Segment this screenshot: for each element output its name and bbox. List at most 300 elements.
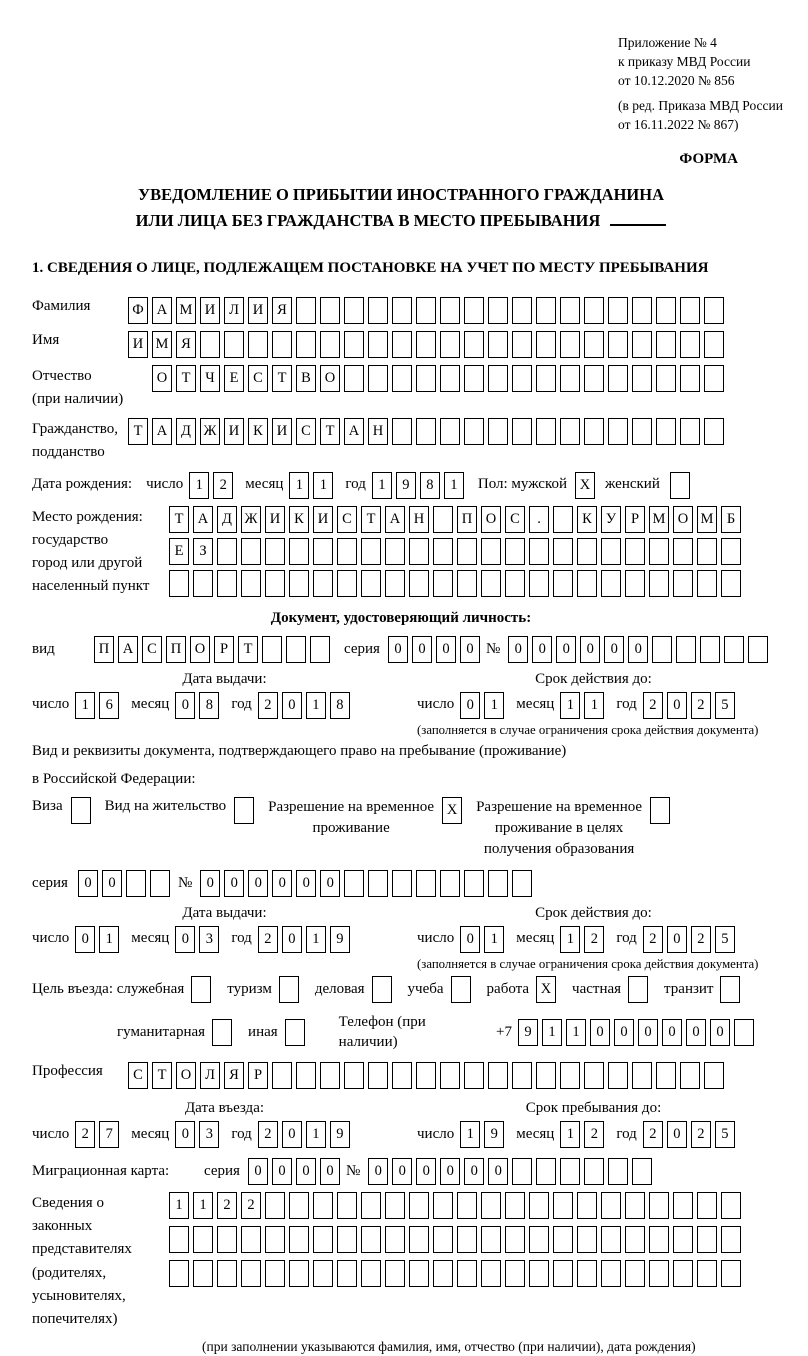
- form-cell[interactable]: Т: [272, 365, 292, 392]
- form-cell[interactable]: 1: [75, 692, 95, 719]
- form-cell[interactable]: [392, 418, 412, 445]
- purpose-study-checkbox[interactable]: [451, 976, 475, 1003]
- issue-year-field[interactable]: [258, 926, 354, 953]
- form-cell[interactable]: [505, 1192, 525, 1219]
- purpose-official-checkbox[interactable]: [191, 976, 215, 1003]
- form-cell[interactable]: 1: [560, 692, 580, 719]
- form-cell[interactable]: 0: [320, 870, 340, 897]
- form-cell[interactable]: [320, 297, 340, 324]
- valid-month-field[interactable]: [560, 926, 608, 953]
- entry-year-field[interactable]: [258, 1121, 354, 1148]
- migration-series-field[interactable]: [248, 1158, 344, 1185]
- form-cell[interactable]: 3: [199, 1121, 219, 1148]
- form-cell[interactable]: 0: [508, 636, 528, 663]
- form-cell[interactable]: Ж: [200, 418, 220, 445]
- form-cell[interactable]: 0: [388, 636, 408, 663]
- form-cell[interactable]: 1: [460, 1121, 480, 1148]
- form-cell[interactable]: 2: [258, 1121, 278, 1148]
- form-cell[interactable]: [320, 331, 340, 358]
- form-cell[interactable]: [150, 870, 170, 897]
- form-cell[interactable]: В: [296, 365, 316, 392]
- form-cell[interactable]: [248, 331, 268, 358]
- form-cell[interactable]: У: [601, 506, 621, 533]
- form-cell[interactable]: С: [337, 506, 357, 533]
- form-cell[interactable]: Т: [361, 506, 381, 533]
- issue-month-field[interactable]: [175, 926, 223, 953]
- form-cell[interactable]: [536, 331, 556, 358]
- form-cell[interactable]: 0: [175, 692, 195, 719]
- form-cell[interactable]: [650, 797, 670, 824]
- citizenship-field[interactable]: [128, 418, 728, 445]
- form-cell[interactable]: 2: [691, 1121, 711, 1148]
- form-cell[interactable]: 0: [175, 926, 195, 953]
- form-cell[interactable]: Т: [128, 418, 148, 445]
- form-cell[interactable]: [409, 1260, 429, 1287]
- form-cell[interactable]: 0: [224, 870, 244, 897]
- form-cell[interactable]: Ч: [200, 365, 220, 392]
- form-cell[interactable]: Я: [176, 331, 196, 358]
- valid-year-field[interactable]: [643, 692, 739, 719]
- form-cell[interactable]: [433, 1192, 453, 1219]
- form-cell[interactable]: Т: [238, 636, 258, 663]
- form-cell[interactable]: [656, 297, 676, 324]
- form-cell[interactable]: [601, 570, 621, 597]
- birthplace-line3-field[interactable]: [169, 570, 745, 597]
- form-cell[interactable]: К: [289, 506, 309, 533]
- form-cell[interactable]: [361, 538, 381, 565]
- form-cell[interactable]: 0: [710, 1019, 730, 1046]
- form-cell[interactable]: [217, 1260, 237, 1287]
- form-cell[interactable]: [361, 1226, 381, 1253]
- form-cell[interactable]: 9: [518, 1019, 538, 1046]
- form-cell[interactable]: [649, 570, 669, 597]
- form-cell[interactable]: [392, 297, 412, 324]
- issue-day-field[interactable]: [75, 926, 123, 953]
- form-cell[interactable]: [632, 331, 652, 358]
- form-cell[interactable]: [505, 1226, 525, 1253]
- form-cell[interactable]: Я: [224, 1062, 244, 1089]
- form-cell[interactable]: 0: [416, 1158, 436, 1185]
- form-cell[interactable]: 0: [75, 926, 95, 953]
- form-cell[interactable]: 3: [199, 926, 219, 953]
- issue-month-field[interactable]: [175, 692, 223, 719]
- form-cell[interactable]: [126, 870, 146, 897]
- migration-number-field[interactable]: [368, 1158, 656, 1185]
- form-cell[interactable]: [392, 331, 412, 358]
- form-cell[interactable]: О: [673, 506, 693, 533]
- form-cell[interactable]: [673, 1260, 693, 1287]
- form-cell[interactable]: И: [248, 297, 268, 324]
- form-cell[interactable]: [392, 365, 412, 392]
- representatives-line3-field[interactable]: [169, 1260, 745, 1287]
- form-cell[interactable]: [608, 297, 628, 324]
- form-cell[interactable]: [385, 1226, 405, 1253]
- form-cell[interactable]: Р: [248, 1062, 268, 1089]
- form-cell[interactable]: 2: [584, 1121, 604, 1148]
- form-cell[interactable]: [217, 1226, 237, 1253]
- form-cell[interactable]: [289, 1226, 309, 1253]
- form-cell[interactable]: 1: [306, 926, 326, 953]
- form-cell[interactable]: Е: [224, 365, 244, 392]
- purpose-private-checkbox[interactable]: [628, 976, 652, 1003]
- form-cell[interactable]: [368, 1062, 388, 1089]
- form-cell[interactable]: А: [344, 418, 364, 445]
- form-cell[interactable]: [608, 331, 628, 358]
- form-cell[interactable]: [217, 538, 237, 565]
- form-cell[interactable]: [433, 506, 453, 533]
- form-cell[interactable]: [71, 797, 91, 824]
- form-cell[interactable]: [409, 538, 429, 565]
- form-cell[interactable]: [368, 331, 388, 358]
- form-cell[interactable]: [673, 538, 693, 565]
- form-cell[interactable]: [656, 418, 676, 445]
- form-cell[interactable]: [577, 1192, 597, 1219]
- form-cell[interactable]: Е: [169, 538, 189, 565]
- form-cell[interactable]: Б: [721, 506, 741, 533]
- form-cell[interactable]: 2: [241, 1192, 261, 1219]
- form-cell[interactable]: [697, 1226, 717, 1253]
- form-cell[interactable]: [680, 418, 700, 445]
- form-cell[interactable]: [313, 570, 333, 597]
- form-cell[interactable]: [289, 1260, 309, 1287]
- form-cell[interactable]: 9: [396, 472, 416, 499]
- form-cell[interactable]: Ж: [241, 506, 261, 533]
- form-cell[interactable]: А: [152, 418, 172, 445]
- issue-day-field[interactable]: [75, 692, 123, 719]
- form-cell[interactable]: [433, 1226, 453, 1253]
- form-cell[interactable]: [512, 870, 532, 897]
- form-cell[interactable]: [457, 570, 477, 597]
- form-cell[interactable]: [673, 570, 693, 597]
- temp-permit-checkbox[interactable]: [442, 797, 466, 824]
- form-cell[interactable]: 0: [667, 1121, 687, 1148]
- form-cell[interactable]: [416, 297, 436, 324]
- form-cell[interactable]: М: [697, 506, 717, 533]
- form-cell[interactable]: [337, 570, 357, 597]
- form-cell[interactable]: [721, 1192, 741, 1219]
- form-cell[interactable]: [234, 797, 254, 824]
- form-cell[interactable]: [704, 1062, 724, 1089]
- birthplace-line2-field[interactable]: [169, 538, 745, 565]
- form-cell[interactable]: 1: [306, 1121, 326, 1148]
- form-cell[interactable]: [457, 538, 477, 565]
- edu-permit-checkbox[interactable]: [650, 797, 674, 824]
- form-cell[interactable]: Р: [214, 636, 234, 663]
- form-cell[interactable]: [649, 1260, 669, 1287]
- form-cell[interactable]: [169, 570, 189, 597]
- form-cell[interactable]: [721, 570, 741, 597]
- form-cell[interactable]: 0: [296, 870, 316, 897]
- form-cell[interactable]: [553, 506, 573, 533]
- form-cell[interactable]: [697, 538, 717, 565]
- form-cell[interactable]: М: [152, 331, 172, 358]
- doc-type-field[interactable]: [94, 636, 334, 663]
- form-cell[interactable]: [296, 297, 316, 324]
- form-cell[interactable]: Д: [217, 506, 237, 533]
- form-cell[interactable]: 0: [604, 636, 624, 663]
- form-cell[interactable]: [721, 1226, 741, 1253]
- stay-year-field[interactable]: [643, 1121, 739, 1148]
- form-cell[interactable]: [697, 1192, 717, 1219]
- representatives-line2-field[interactable]: [169, 1226, 745, 1253]
- form-cell[interactable]: [628, 976, 648, 1003]
- form-cell[interactable]: [385, 1192, 405, 1219]
- form-cell[interactable]: 0: [320, 1158, 340, 1185]
- form-cell[interactable]: П: [166, 636, 186, 663]
- form-cell[interactable]: 0: [200, 870, 220, 897]
- form-cell[interactable]: Л: [224, 297, 244, 324]
- form-cell[interactable]: [361, 570, 381, 597]
- form-cell[interactable]: [625, 1260, 645, 1287]
- form-cell[interactable]: 0: [460, 926, 480, 953]
- form-cell[interactable]: [409, 570, 429, 597]
- form-cell[interactable]: Т: [152, 1062, 172, 1089]
- form-cell[interactable]: 5: [715, 692, 735, 719]
- form-cell[interactable]: О: [481, 506, 501, 533]
- form-cell[interactable]: 0: [282, 1121, 302, 1148]
- form-cell[interactable]: 0: [78, 870, 98, 897]
- form-cell[interactable]: [457, 1192, 477, 1219]
- form-cell[interactable]: [289, 570, 309, 597]
- form-cell[interactable]: [670, 472, 690, 499]
- form-cell[interactable]: 0: [667, 692, 687, 719]
- form-cell[interactable]: 0: [392, 1158, 412, 1185]
- form-cell[interactable]: [700, 636, 720, 663]
- form-cell[interactable]: [265, 1226, 285, 1253]
- purpose-business-checkbox[interactable]: [372, 976, 396, 1003]
- form-cell[interactable]: [241, 538, 261, 565]
- form-cell[interactable]: [313, 1260, 333, 1287]
- form-cell[interactable]: [505, 570, 525, 597]
- form-cell[interactable]: [601, 538, 621, 565]
- form-cell[interactable]: О: [176, 1062, 196, 1089]
- form-cell[interactable]: 6: [99, 692, 119, 719]
- form-cell[interactable]: [680, 331, 700, 358]
- form-cell[interactable]: [488, 297, 508, 324]
- form-cell[interactable]: [512, 1158, 532, 1185]
- form-cell[interactable]: 8: [199, 692, 219, 719]
- form-cell[interactable]: [416, 870, 436, 897]
- form-cell[interactable]: А: [385, 506, 405, 533]
- form-cell[interactable]: [748, 636, 768, 663]
- form-cell[interactable]: Р: [625, 506, 645, 533]
- form-cell[interactable]: О: [320, 365, 340, 392]
- sex-female-checkbox[interactable]: [670, 472, 694, 499]
- form-cell[interactable]: [440, 870, 460, 897]
- form-cell[interactable]: 0: [440, 1158, 460, 1185]
- form-cell[interactable]: 0: [638, 1019, 658, 1046]
- form-cell[interactable]: [368, 297, 388, 324]
- form-cell[interactable]: [676, 636, 696, 663]
- form-cell[interactable]: 1: [189, 472, 209, 499]
- form-cell[interactable]: [529, 570, 549, 597]
- form-cell[interactable]: [632, 297, 652, 324]
- form-cell[interactable]: X: [575, 472, 595, 499]
- form-cell[interactable]: [392, 870, 412, 897]
- form-cell[interactable]: [608, 418, 628, 445]
- purpose-other-checkbox[interactable]: [285, 1019, 309, 1046]
- birthplace-line1-field[interactable]: [169, 506, 745, 533]
- form-cell[interactable]: 0: [614, 1019, 634, 1046]
- birth-day-field[interactable]: [189, 472, 237, 499]
- form-cell[interactable]: [265, 538, 285, 565]
- form-cell[interactable]: [193, 1260, 213, 1287]
- form-cell[interactable]: С: [505, 506, 525, 533]
- form-cell[interactable]: [656, 1062, 676, 1089]
- form-cell[interactable]: 0: [532, 636, 552, 663]
- form-cell[interactable]: [577, 570, 597, 597]
- form-cell[interactable]: 0: [686, 1019, 706, 1046]
- form-cell[interactable]: 1: [560, 1121, 580, 1148]
- form-cell[interactable]: [560, 1062, 580, 1089]
- form-cell[interactable]: [191, 976, 211, 1003]
- form-cell[interactable]: 8: [330, 692, 350, 719]
- form-cell[interactable]: 2: [258, 692, 278, 719]
- form-cell[interactable]: [601, 1260, 621, 1287]
- form-cell[interactable]: 0: [464, 1158, 484, 1185]
- form-cell[interactable]: 0: [272, 870, 292, 897]
- form-cell[interactable]: 1: [542, 1019, 562, 1046]
- form-cell[interactable]: И: [313, 506, 333, 533]
- form-cell[interactable]: [481, 1260, 501, 1287]
- form-cell[interactable]: [529, 1226, 549, 1253]
- form-cell[interactable]: [680, 297, 700, 324]
- form-cell[interactable]: Т: [169, 506, 189, 533]
- valid-day-field[interactable]: [460, 926, 508, 953]
- form-cell[interactable]: 1: [313, 472, 333, 499]
- form-cell[interactable]: [560, 1158, 580, 1185]
- form-cell[interactable]: 0: [667, 926, 687, 953]
- form-cell[interactable]: [433, 1260, 453, 1287]
- form-cell[interactable]: [337, 1260, 357, 1287]
- form-cell[interactable]: [553, 1192, 573, 1219]
- representatives-line1-field[interactable]: [169, 1192, 745, 1219]
- form-cell[interactable]: 0: [590, 1019, 610, 1046]
- form-cell[interactable]: [296, 331, 316, 358]
- form-cell[interactable]: Н: [409, 506, 429, 533]
- form-cell[interactable]: [720, 976, 740, 1003]
- form-cell[interactable]: [337, 538, 357, 565]
- form-cell[interactable]: [296, 1062, 316, 1089]
- form-cell[interactable]: 2: [691, 926, 711, 953]
- form-cell[interactable]: [464, 365, 484, 392]
- form-cell[interactable]: 1: [566, 1019, 586, 1046]
- form-cell[interactable]: 1: [306, 692, 326, 719]
- form-cell[interactable]: 0: [248, 1158, 268, 1185]
- form-cell[interactable]: [673, 1192, 693, 1219]
- form-cell[interactable]: 1: [484, 692, 504, 719]
- form-cell[interactable]: 2: [217, 1192, 237, 1219]
- form-cell[interactable]: [632, 1062, 652, 1089]
- form-cell[interactable]: [673, 1226, 693, 1253]
- form-cell[interactable]: [560, 331, 580, 358]
- form-cell[interactable]: 8: [420, 472, 440, 499]
- form-cell[interactable]: [440, 365, 460, 392]
- form-cell[interactable]: [409, 1192, 429, 1219]
- form-cell[interactable]: 0: [248, 870, 268, 897]
- firstname-field[interactable]: [128, 331, 728, 358]
- form-cell[interactable]: [536, 1158, 556, 1185]
- form-cell[interactable]: [697, 1260, 717, 1287]
- form-cell[interactable]: [241, 1226, 261, 1253]
- birth-year-field[interactable]: [372, 472, 468, 499]
- form-cell[interactable]: [385, 538, 405, 565]
- form-cell[interactable]: [625, 1226, 645, 1253]
- form-cell[interactable]: [337, 1226, 357, 1253]
- doc-series-field[interactable]: [388, 636, 484, 663]
- visa-checkbox[interactable]: [71, 797, 95, 824]
- form-cell[interactable]: 2: [584, 926, 604, 953]
- form-cell[interactable]: [464, 297, 484, 324]
- form-cell[interactable]: [553, 1260, 573, 1287]
- form-cell[interactable]: [608, 1158, 628, 1185]
- purpose-work-checkbox[interactable]: [536, 976, 560, 1003]
- form-cell[interactable]: К: [248, 418, 268, 445]
- form-cell[interactable]: [224, 331, 244, 358]
- form-cell[interactable]: И: [265, 506, 285, 533]
- form-cell[interactable]: [433, 538, 453, 565]
- form-cell[interactable]: П: [94, 636, 114, 663]
- form-cell[interactable]: 2: [643, 926, 663, 953]
- form-cell[interactable]: 2: [643, 692, 663, 719]
- form-cell[interactable]: [265, 1260, 285, 1287]
- form-cell[interactable]: [440, 331, 460, 358]
- form-cell[interactable]: 0: [272, 1158, 292, 1185]
- form-cell[interactable]: [272, 331, 292, 358]
- form-cell[interactable]: 2: [691, 692, 711, 719]
- form-cell[interactable]: [416, 331, 436, 358]
- stay-month-field[interactable]: [560, 1121, 608, 1148]
- form-cell[interactable]: [625, 570, 645, 597]
- profession-field[interactable]: [128, 1062, 728, 1089]
- form-cell[interactable]: 0: [282, 926, 302, 953]
- doc-number-field[interactable]: [508, 636, 772, 663]
- form-cell[interactable]: [505, 538, 525, 565]
- form-cell[interactable]: [488, 418, 508, 445]
- form-cell[interactable]: [313, 1192, 333, 1219]
- form-cell[interactable]: [632, 418, 652, 445]
- form-cell[interactable]: Н: [368, 418, 388, 445]
- form-cell[interactable]: Я: [272, 297, 292, 324]
- form-cell[interactable]: [344, 331, 364, 358]
- form-cell[interactable]: 0: [488, 1158, 508, 1185]
- form-cell[interactable]: [313, 1226, 333, 1253]
- form-cell[interactable]: [721, 1260, 741, 1287]
- form-cell[interactable]: [344, 297, 364, 324]
- valid-year-field[interactable]: [643, 926, 739, 953]
- form-cell[interactable]: [560, 365, 580, 392]
- issue-year-field[interactable]: [258, 692, 354, 719]
- form-cell[interactable]: [536, 1062, 556, 1089]
- form-cell[interactable]: [289, 538, 309, 565]
- form-cell[interactable]: [313, 538, 333, 565]
- form-cell[interactable]: 2: [643, 1121, 663, 1148]
- form-cell[interactable]: [392, 1062, 412, 1089]
- form-cell[interactable]: С: [142, 636, 162, 663]
- form-cell[interactable]: [734, 1019, 754, 1046]
- form-cell[interactable]: [440, 1062, 460, 1089]
- form-cell[interactable]: 1: [289, 472, 309, 499]
- form-cell[interactable]: [649, 1226, 669, 1253]
- form-cell[interactable]: [279, 976, 299, 1003]
- form-cell[interactable]: [680, 365, 700, 392]
- form-cell[interactable]: [553, 1226, 573, 1253]
- form-cell[interactable]: [529, 538, 549, 565]
- form-cell[interactable]: 0: [436, 636, 456, 663]
- form-cell[interactable]: 0: [628, 636, 648, 663]
- form-cell[interactable]: [656, 331, 676, 358]
- form-cell[interactable]: [529, 1192, 549, 1219]
